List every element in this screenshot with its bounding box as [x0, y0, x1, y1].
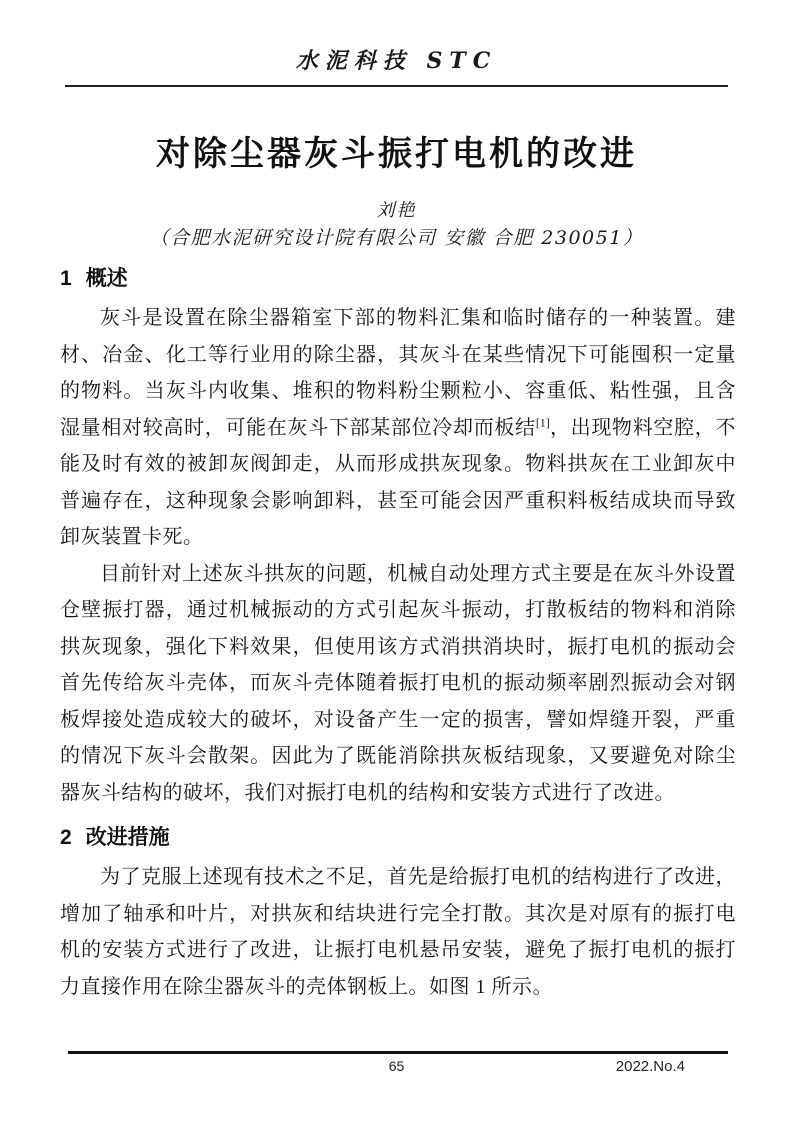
section-1-title: 概述: [85, 267, 128, 290]
section-1-paragraph-2: 目前针对上述灰斗拱灰的问题，机械自动处理方式主要是在灰斗外设置仓壁振打器，通过机械振动的方式引起灰斗振动，打散板结的物料和消除拱灰现象，强化下料效果，但使用该方式消拱消块时，振打电机的振动会首先传给灰斗壳体，而灰斗壳体随着振打电机的振动频率剧烈振动会对钢板焊接处造成较大的破坏，对设备产生一定的损害，譬如焊缝开裂，严重的情况下灰斗会散架。因此为了既能消除拱灰板结现象，又要避免对除尘器灰斗结构的破坏，我们对振打电机的结构和安装方式进行了改进。: [60, 562, 736, 804]
section-1-number: 1: [60, 267, 72, 290]
page-number: 65: [388, 1058, 405, 1074]
section-2-paragraph-1: 为了克服上述现有技术之不足，首先是给振打电机的结构进行了改进，增加了轴承和叶片，对拱灰和结块进行完全打散。其次是对原有的振打电机的安装方式进行了改进，让振打电机悬吊安装，避免了振打电机的振打力直接作用在除尘器灰斗的壳体钢板上。如图 1 所示。: [60, 866, 736, 998]
footer-rule: [68, 1051, 728, 1054]
journal-header: 水泥科技 STC: [295, 48, 498, 74]
section-2-title: 改进措施: [85, 826, 170, 849]
section-1-heading: [60, 264, 736, 294]
section-1-paragraph-1: [60, 300, 736, 556]
paragraph-text: ，出现物料空腔，不能及时有效的被卸灰阀卸走，从而形成拱灰现象。物料拱灰在工业卸灰中普遍存在，这种现象会影响卸料，甚至可能会因严重积料板结成块而导致卸灰装置卡死。: [60, 416, 736, 548]
article-body: [60, 264, 736, 1005]
paragraph-text: 灰斗是设置在除尘器箱室下部的物料汇集和临时储存的一种装置。建材、冶金、化工等行业用的除尘器，其灰斗在某些情况下可能囤积一定量的物料。当灰斗内收集、堆积的物料粉尘颗粒小、容重低、粘性强，且含湿量相对较高时，可能在灰斗下部某部位冷却而板结: [60, 307, 736, 439]
author-affiliation: （合肥水泥研究设计院有限公司 安徽 合肥 230051）: [149, 227, 644, 249]
author-name: 刘艳: [376, 200, 417, 221]
article-title: 对除尘器灰斗振打电机的改进: [156, 135, 637, 173]
section-2-number: 2: [60, 826, 72, 849]
section-2-heading: [60, 823, 736, 853]
citation-reference-1: [1]: [535, 414, 550, 429]
issue-number: 2022.No.4: [615, 1058, 685, 1075]
header-rule: [65, 85, 728, 87]
